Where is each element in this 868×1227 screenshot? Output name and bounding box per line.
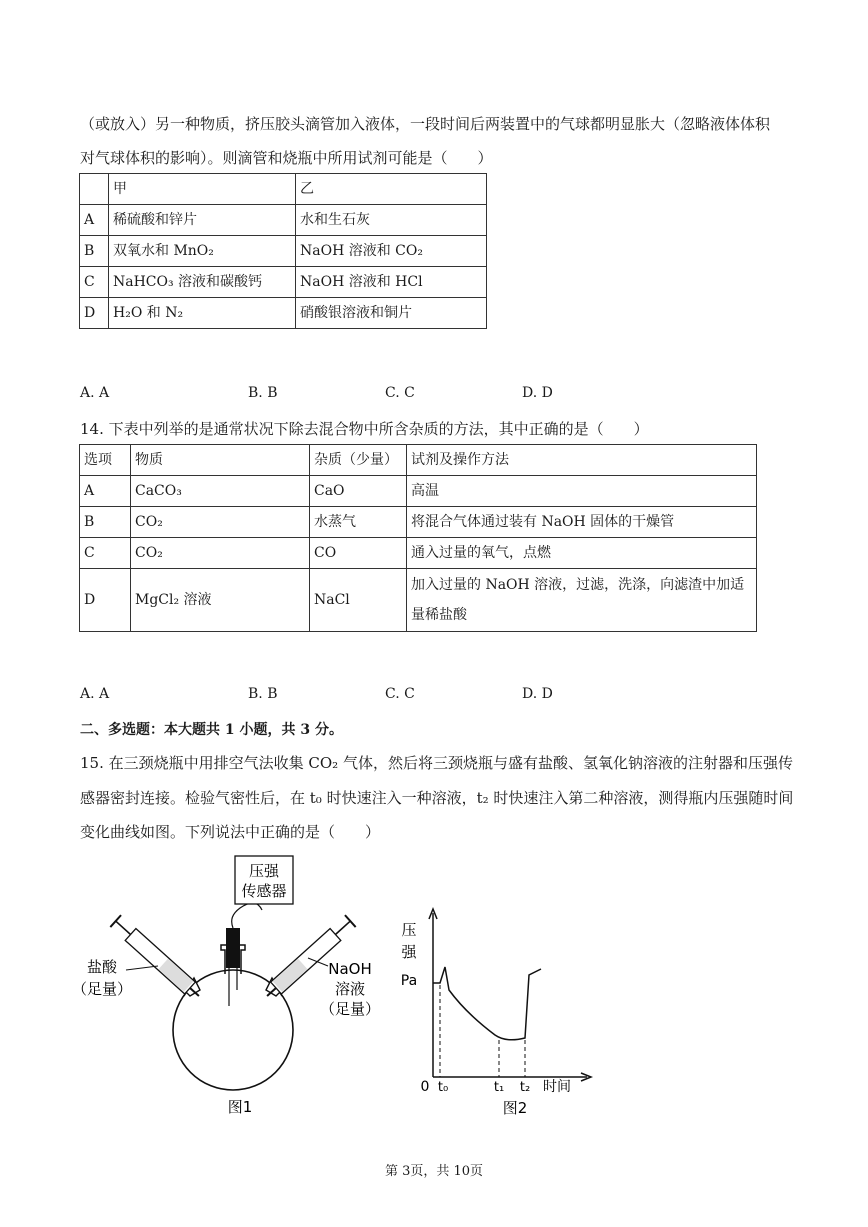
table-cell: B <box>80 236 109 267</box>
table-row <box>80 569 757 632</box>
section-heading: 二、多选题：本大题共 1 小题，共 3 分。 <box>80 722 343 738</box>
table-cell: 水和生石灰 <box>296 205 487 236</box>
table-row <box>80 507 757 538</box>
option-c[interactable]: C. C <box>385 385 415 401</box>
sensor-label-2: 传感器 <box>241 882 287 900</box>
table-cell: 通入过量的氧气，点燃 <box>407 538 757 569</box>
option-a[interactable]: A. A <box>80 686 110 702</box>
pressure-graph <box>395 895 595 1120</box>
right-label-3: （足量） <box>319 1000 381 1018</box>
origin-label: 0 <box>420 1079 430 1095</box>
table-cell: A <box>80 205 109 236</box>
left-label-2: （足量） <box>71 980 133 998</box>
table-cell: 杂质（少量） <box>310 445 407 476</box>
table-cell: CaCO₃ <box>131 476 310 507</box>
table-cell: CO₂ <box>131 538 310 569</box>
table-row <box>80 236 487 267</box>
table-cell: 选项 <box>80 445 131 476</box>
table-cell: B <box>80 507 131 538</box>
option-d[interactable]: D. D <box>522 686 553 702</box>
figure-1-caption: 图1 <box>227 1098 253 1116</box>
sensor-cable <box>232 903 262 928</box>
q14-table <box>79 444 757 632</box>
q13-stem-line2: 对气球体积的影响）。则滴管和烧瓶中所用试剂可能是（ ） <box>80 149 493 167</box>
table-row <box>80 174 487 205</box>
table-cell: NaOH 溶液和 CO₂ <box>296 236 487 267</box>
pressure-curve <box>433 967 541 1040</box>
label-leader <box>126 966 158 970</box>
x-label: 时间 <box>543 1079 571 1095</box>
figure-2-caption: 图2 <box>502 1099 528 1117</box>
table-cell: A <box>80 476 131 507</box>
page-footer: 第 3页，共 10页 <box>384 1164 484 1179</box>
table-cell: H₂O 和 N₂ <box>109 298 296 329</box>
q13-table <box>79 173 487 329</box>
table-cell: 稀硫酸和锌片 <box>109 205 296 236</box>
table-cell: D <box>80 569 131 632</box>
table-row <box>80 538 757 569</box>
pa-label: Pa <box>400 973 418 989</box>
table-cell: 物质 <box>131 445 310 476</box>
t0-label: t₀ <box>437 1080 449 1095</box>
table-cell: CO <box>310 538 407 569</box>
q15-stem-line2: 感器密封连接。检验气密性后，在 t₀ 时快速注入一种溶液，t₂ 时快速注入第二种溶液，测得瓶内压强随时间 <box>80 789 794 807</box>
table-row <box>80 298 487 329</box>
table-cell: NaOH 溶液和 HCl <box>296 267 487 298</box>
left-label-1: 盐酸 <box>86 958 118 976</box>
q14-stem: 14. 下表中列举的是通常状况下除去混合物中所含杂质的方法，其中正确的是（ ） <box>80 420 649 438</box>
t2-label: t₂ <box>519 1080 531 1095</box>
table-cell: CaO <box>310 476 407 507</box>
table-cell: 水蒸气 <box>310 507 407 538</box>
table-cell: 试剂及操作方法 <box>407 445 757 476</box>
sensor-label-1: 压强 <box>248 862 280 880</box>
option-a[interactable]: A. A <box>80 385 110 401</box>
table-row <box>80 445 757 476</box>
table-cell: 高温 <box>407 476 757 507</box>
sensor-probe <box>226 928 240 968</box>
q15-stem-line3: 变化曲线如图。下列说法中正确的是（ ） <box>80 823 381 841</box>
table-cell: NaHCO₃ 溶液和碳酸钙 <box>109 267 296 298</box>
table-cell: 硝酸银溶液和铜片 <box>296 298 487 329</box>
option-d[interactable]: D. D <box>522 385 553 401</box>
option-b[interactable]: B. B <box>248 385 278 401</box>
q15-stem-line1: 15. 在三颈烧瓶中用排空气法收集 CO₂ 气体，然后将三颈烧瓶与盛有盐酸、氢氧化钠溶液的注射器和压强传 <box>80 754 793 772</box>
table-cell: 甲 <box>109 174 296 205</box>
table-cell: 双氧水和 MnO₂ <box>109 236 296 267</box>
table-cell: 乙 <box>296 174 487 205</box>
right-label-1: NaOH <box>328 960 372 978</box>
y-label-2: 强 <box>401 943 417 961</box>
table-cell: C <box>80 267 109 298</box>
right-label-2: 溶液 <box>334 980 366 998</box>
table-row <box>80 267 487 298</box>
table-cell <box>80 174 109 205</box>
q13-stem-line1: （或放入）另一种物质，挤压胶头滴管加入液体，一段时间后两装置中的气球都明显胀大（忽略液体体积 <box>80 115 771 133</box>
table-cell: C <box>80 538 131 569</box>
table-row <box>80 476 757 507</box>
table-cell: CO₂ <box>131 507 310 538</box>
table-row <box>80 205 487 236</box>
table-cell: MgCl₂ 溶液 <box>131 569 310 632</box>
table-cell: 将混合气体通过装有 NaOH 固体的干燥管 <box>407 507 757 538</box>
apparatus-figure <box>71 850 400 1120</box>
option-b[interactable]: B. B <box>248 686 278 702</box>
y-label-1: 压 <box>401 921 417 939</box>
table-cell: D <box>80 298 109 329</box>
option-c[interactable]: C. C <box>385 686 415 702</box>
t1-label: t₁ <box>493 1080 505 1095</box>
table-cell: 加入过量的 NaOH 溶液，过滤，洗涤，向滤渣中加适量稀盐酸 <box>407 569 757 632</box>
table-cell: NaCl <box>310 569 407 632</box>
